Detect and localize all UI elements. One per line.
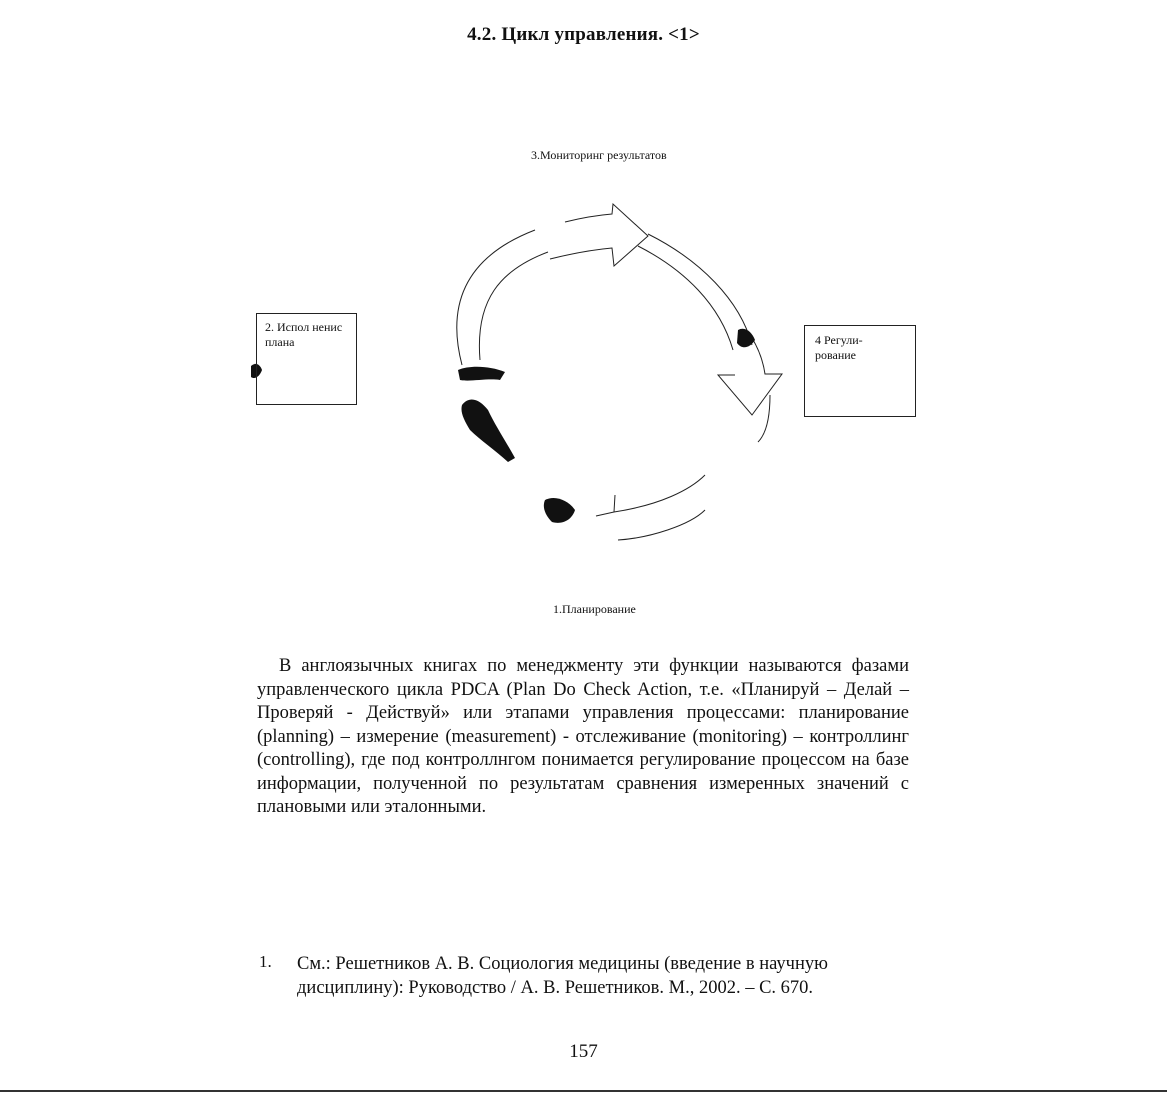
section-title: 4.2. Цикл управления. <1>: [467, 24, 700, 45]
phase-2-label: 2. Испол ненис плана: [265, 320, 343, 349]
bottom-arrow: [596, 475, 705, 516]
bottom-arc: [618, 510, 705, 540]
right-lower-arc: [758, 395, 770, 442]
inner-arc: [479, 252, 548, 360]
phase-2-box: [256, 313, 357, 405]
right-arrow: [718, 338, 782, 415]
footnote-marker: 1.: [259, 952, 272, 971]
body-paragraph: [257, 655, 909, 820]
body-paragraph-text: В англоязычных книгах по менеджменту эти функции называются фазами управленческого цикла PDCA (Plan Do Check Action, т.е. «Планируй – Делай – Проверяй - Действуй» или этапами управления процессами: планирование (planning) – измерение (measurement) - отслеживание (monitoring) – контроллинг (controlling), где под контроллнгом понимается регулирование процессом на базе информации, полученной по результатам сравнения измеренных значений с плановыми или эталонными.: [257, 656, 909, 817]
footnote-text: См.: Решетников А. В. Социология медицины (введение в научную дисциплину): Руководство / А. В. Решетников. М., 2002. – С. 670.: [297, 954, 828, 998]
page-number: 157: [569, 1041, 598, 1062]
right-arc-inner: [638, 246, 733, 350]
phase-4-label: 4 Регули- рование: [815, 333, 863, 362]
scan-blot-left-top: [458, 367, 505, 381]
top-arrow: [550, 204, 648, 266]
bottom-rule: [0, 1090, 1167, 1092]
phase-3-label: 3.Мониторинг результатов: [531, 148, 667, 162]
scan-blot-bottom: [544, 498, 575, 523]
phase-4-box: [804, 325, 916, 417]
outer-arc: [457, 230, 535, 365]
phase-1-label: 1.Планирование: [553, 602, 636, 616]
right-arc-outer: [648, 234, 752, 345]
scan-blot-left: [461, 400, 515, 462]
